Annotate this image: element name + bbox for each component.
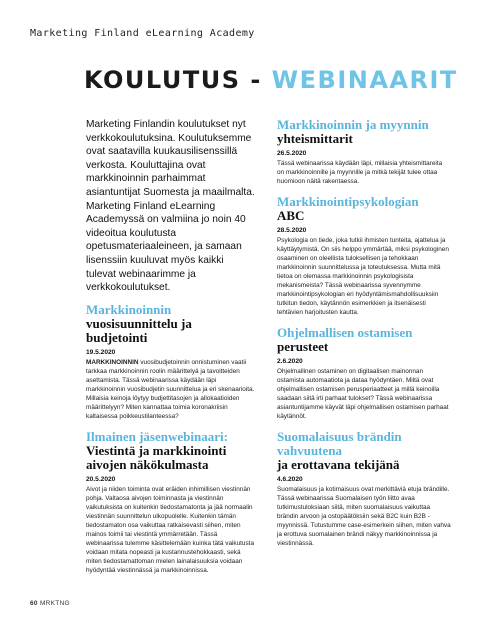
footer-brand: MRKTNG xyxy=(39,600,70,607)
article-title-blue: Markkinoinnin xyxy=(86,301,172,317)
title-part2: WEBINAARIT xyxy=(271,66,458,94)
left-column xyxy=(86,118,256,584)
article-title-dark: vuosisuunnittelu ja budjetointi xyxy=(86,315,192,345)
article-date: 26.5.2020 xyxy=(277,150,307,157)
page-title xyxy=(84,66,458,94)
article-body: Tässä webinaarissa käydään läpi, millaisia yhteismittareita on markkinoinnille ja myynnille ja mitkä tekijät tulee ottaa huomioon näitä rakentaessa. xyxy=(277,160,443,185)
article-body: Suomalaisuus ja kotimaisuus ovat merkittäviä etuja brändille. Tässä webinaarissa Suomalaisen työn liitto avaa tutkimustuloksiaan siitä, miten suomalaisuus vaikuttaa brändin arvoon ja ostopäätöksiin sekä B2C kuin B2B -myynnissä. Tutustumme case-esimerkein siihen, miten vahva ja erottuva suomalainen brändi näkyy markkinoinnissa ja viestinnässä. xyxy=(277,486,451,547)
page-footer xyxy=(30,600,70,607)
publication-header: Marketing Finland eLearning Academy xyxy=(30,28,255,39)
article-body: Psykologia on tiede, joka tutkii ihmisten tunteita, ajattelua ja käyttäytymistä. On siis helppo ymmärtää, miksi psykologinen osaaminen on oleellista tuloksellisen ja tehokkaan markkinoinnin suunnittelussa ja toteutuksessa. Mutta mitä tietoa on olemassa markkinoinnin psykologisista mekanismeista? Tässä webinaarissa syvennymme markkinointipsykologian eri hyödyntämismahdollisuuksiin tutkitun tiedon, käytännön esimerkkien ja itsenäisesti tehtävien harjoitusten kautta. xyxy=(277,237,449,316)
article-title-blue: Markkinoinnin ja myynnin xyxy=(277,117,429,132)
article-date: 19.5.2020 xyxy=(86,348,116,356)
article-programmatic xyxy=(277,326,451,421)
article-title-blue: Ilmainen jäsenwebinaari: xyxy=(86,428,228,444)
title-part1: KOULUTUS xyxy=(84,66,241,94)
article-psychology xyxy=(277,195,451,317)
article-date: 20.5.2020 xyxy=(86,475,116,483)
article-title-dark: perusteet xyxy=(277,339,329,354)
article-date: 28.5.2020 xyxy=(277,227,307,234)
article-title-dark: yhteismittarit xyxy=(277,131,353,146)
right-column xyxy=(277,118,451,557)
article-date: 2.6.2020 xyxy=(277,358,303,365)
article-budget xyxy=(86,303,256,421)
article-body: Ohjelmallinen ostaminen on digitaalisen mainonnan ostamista automaatiota ja dataa hyödyntäen. Miltä ovat ohjelmallisen ostamisen perusperiaatteet ja millä keinoilla saadaan siitä irti parhaat tulokset? Tässä webinaarissa asiantuntijamme käyvät läpi ohjelmallisen ostamisen parhaat käytännöt. xyxy=(277,368,449,420)
article-body xyxy=(86,358,256,421)
article-title-blue: Suomalaisuus brändin vahvuutena xyxy=(277,429,402,458)
article-finnishness xyxy=(277,430,451,548)
article-title-blue: Ohjelmallisen ostamisen xyxy=(277,325,413,340)
article-title-dark: ABC xyxy=(277,208,305,223)
article-title-dark: ja erottavana tekijänä xyxy=(277,457,400,472)
article-body: Aivot ja niiden toiminta ovat eräiden inhimillisen viestinnän pohja. Valtaosa aivojen toiminnasta ja viestinnän vaikutuksista on kuitenkin tiedostamatonta ja jää normaalin viestinnän suunnittelun ulkopuolelle. Kuitenkin tämän tiedostamaton osa vaikuttaa ratkaisevasti siihen, miten mainos toimii tai viestintä ymmärretään. Tässä webinaarissa tulemme käsittelemään kuinka tätä vaikutusta voidaan mitata nopeasti ja kustannustehokkaasti, sekä miten tiedostamattoman mielen lainalaisuuksia voidaan hyödyntää viestinnässä ja markkinoinnissa. xyxy=(86,485,255,574)
page-number: 60 xyxy=(30,600,38,607)
article-title-dark: Viestintä ja markkinointi aivojen näkökulmasta xyxy=(86,442,227,472)
article-lead: MARKKINOINNIN xyxy=(86,358,139,366)
article-brain xyxy=(86,430,256,575)
article-metrics xyxy=(277,118,451,186)
article-title-blue: Markkinointipsykologian xyxy=(277,194,419,209)
intro-text: Marketing Finlandin koulutukset nyt verkkokoulutuksina. Koulutuksemme ovat saatavilla kuukausilisenssillä verkosta. Kouluttajina ovat markkinoinnin parhaimmat asiantuntijat Suomesta ja maailmalta. Marketing Finland eLearning Academyssä on valmiina jo noin 40 videoitua koulutusta opetusmateriaaleineen, ja samaan lisenssiin kuuluvat myös kaikki tulevat webinaarimme ja verkkokoulutukset. xyxy=(86,119,255,294)
title-dash: - xyxy=(250,66,262,94)
article-text: vuosibudjetoinnin onnistuminen vaatii tarkkaa markkinoinnin roolin määrittelyä ja tavoitteiden asettamista. Tässä webinaarissa käydään läpi markkinoinnin vuosibudjetin suunnittelua ja eri skenaarioita. Millaisia keinoja löytyy budjettitasojen ja allokaatioiden määrittelyyn? Miten kannattaa toimia koronakriisin kaltaisessa poikkeustilanteessa? xyxy=(86,358,255,420)
article-date: 4.6.2020 xyxy=(277,476,303,483)
